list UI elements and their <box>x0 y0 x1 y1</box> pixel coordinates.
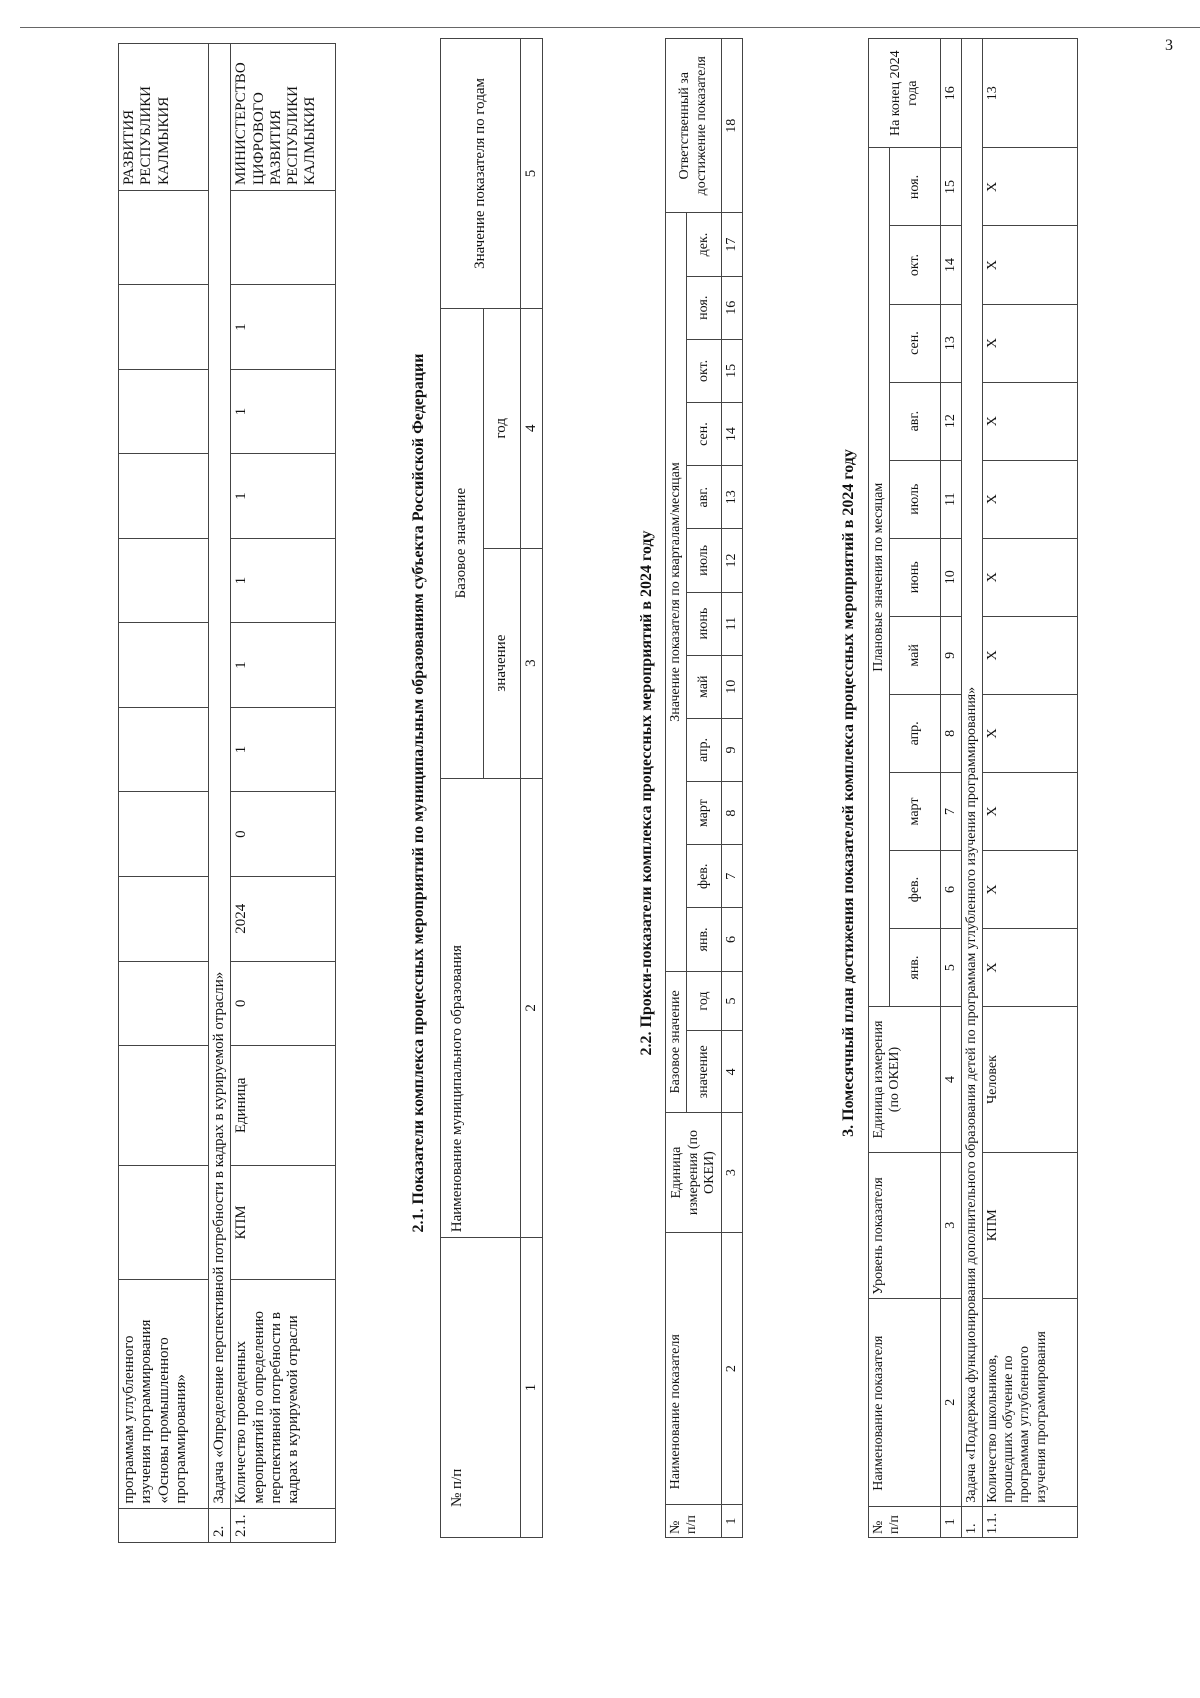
col-header: Единица измерения (по ОКЕИ) <box>869 1007 941 1153</box>
municipal-indicators-table <box>440 38 543 1538</box>
col-number: 9 <box>941 616 962 694</box>
col-number: 1 <box>722 1505 743 1538</box>
cell <box>119 707 209 792</box>
col-number: 12 <box>722 529 743 592</box>
month-header: дек. <box>687 213 722 276</box>
col-number: 18 <box>722 39 743 213</box>
col-number: 15 <box>722 339 743 402</box>
col-number: 11 <box>722 592 743 655</box>
task-title: Задача «Определение перспективной потребности в кадрах в курируемой отрасли» <box>209 44 231 1510</box>
month-header: март <box>687 782 722 845</box>
section-2-1-heading: 2.1. Показатели комплекса процессных мероприятий по муниципальным образованиям субъекта Российской Федерации <box>410 353 427 1233</box>
cell <box>119 623 209 708</box>
month-header: фев. <box>687 845 722 908</box>
col-number: 14 <box>722 403 743 466</box>
col-number: 2 <box>941 1298 962 1506</box>
col-header: Значение показателя по годам <box>441 39 521 309</box>
col-number: 13 <box>941 304 962 382</box>
col-header: значение <box>484 548 521 778</box>
col-number: 4 <box>941 1007 962 1153</box>
month-header: июнь <box>687 592 722 655</box>
col-header: год <box>484 308 521 548</box>
col-header: Наименование показателя <box>666 1232 722 1504</box>
col-number: 5 <box>521 39 543 309</box>
indicator-level: КПМ <box>983 1152 1078 1298</box>
col-header: Значение показателя по кварталам/месяцам <box>666 213 687 971</box>
value-cell: X <box>983 538 1078 616</box>
month-header: окт. <box>687 339 722 402</box>
col-number: 10 <box>722 655 743 718</box>
section-3-heading: 3. Помесячный план достижения показателей комплекса процессных мероприятий в 2024 году <box>840 449 857 1137</box>
indicator-name: Количество школьников, прошедших обучение по программам углубленного изучения программирования <box>983 1298 1078 1506</box>
row-num: 1.1. <box>983 1506 1078 1537</box>
value-cell: 0 <box>231 792 336 877</box>
value-cell: X <box>983 460 1078 538</box>
value-cell: 1 <box>231 707 336 792</box>
col-number: 17 <box>722 213 743 276</box>
value-cell: X <box>983 929 1078 1007</box>
task-num: 1. <box>962 1506 983 1537</box>
col-header: Ответственный за достижение показателя <box>666 39 722 213</box>
page-edge-line <box>20 27 1200 28</box>
cell <box>119 454 209 539</box>
kpm-table-continuation <box>118 43 336 1543</box>
col-number: 8 <box>941 694 962 772</box>
value-cell: X <box>983 148 1078 226</box>
cell <box>119 1509 209 1543</box>
col-number: 7 <box>722 845 743 908</box>
cell <box>119 1165 209 1279</box>
month-header: май <box>890 616 941 694</box>
month-header: март <box>890 772 941 850</box>
cell <box>119 285 209 370</box>
col-number: 15 <box>941 148 962 226</box>
col-header: № п/п <box>666 1505 722 1538</box>
month-header: июль <box>890 460 941 538</box>
col-header: Наименование показателя <box>869 1298 941 1506</box>
month-header: авг. <box>890 382 941 460</box>
cell <box>231 191 336 285</box>
responsible-org: МИНИСТЕРСТВО ЦИФРОВОГО РАЗВИТИЯ РЕСПУБЛИКИ КАЛМЫКИЯ <box>231 44 336 191</box>
base-year: 2024 <box>231 876 336 961</box>
cell <box>119 369 209 454</box>
value-cell: 1 <box>231 285 336 370</box>
col-number: 6 <box>941 851 962 929</box>
value-cell: X <box>983 694 1078 772</box>
task-title: Задача «Поддержка функционирования дополнительного образования детей по программам углубленного изучения программирования» <box>962 39 983 1507</box>
indicator-level: КПМ <box>231 1165 336 1279</box>
col-number: 10 <box>941 538 962 616</box>
year-end-value: 13 <box>983 39 1078 148</box>
value-cell: 1 <box>231 538 336 623</box>
col-header: На конец 2024 года <box>869 39 941 148</box>
row-num: 2.1. <box>231 1509 336 1543</box>
col-number: 3 <box>521 548 543 778</box>
value-cell: X <box>983 616 1078 694</box>
col-number: 4 <box>722 1031 743 1113</box>
value-cell: X <box>983 226 1078 304</box>
col-number: 9 <box>722 718 743 781</box>
month-header: ноя. <box>687 276 722 339</box>
col-header: № п/п <box>869 1506 941 1537</box>
cell <box>119 961 209 1046</box>
indicator-unit: Единица <box>231 1046 336 1166</box>
month-header: июль <box>687 529 722 592</box>
col-header: Наименование муниципального образования <box>441 778 521 1238</box>
col-number: 8 <box>722 782 743 845</box>
value-cell: X <box>983 382 1078 460</box>
col-header: № п/п <box>441 1238 521 1538</box>
col-number: 12 <box>941 382 962 460</box>
col-number: 13 <box>722 466 743 529</box>
col-number: 1 <box>941 1506 962 1537</box>
col-number: 11 <box>941 460 962 538</box>
cell <box>119 792 209 877</box>
month-header: апр. <box>687 718 722 781</box>
value-cell: 1 <box>231 454 336 539</box>
monthly-plan-table <box>868 38 1078 1538</box>
col-number: 6 <box>722 908 743 971</box>
month-header: сен. <box>687 403 722 466</box>
value-cell: X <box>983 772 1078 850</box>
section-2-2-heading: 2.2. Прокси-показатели комплекса процессных мероприятий в 2024 году <box>638 530 655 1056</box>
month-header: сен. <box>890 304 941 382</box>
col-number: 2 <box>521 778 543 1238</box>
month-header: окт. <box>890 226 941 304</box>
col-number: 4 <box>521 308 543 548</box>
col-header: Уровень показателя <box>869 1152 941 1298</box>
col-header: значение <box>687 1031 722 1113</box>
col-number: 5 <box>941 929 962 1007</box>
col-number: 1 <box>521 1238 543 1538</box>
value-cell: X <box>983 304 1078 382</box>
task-num: 2. <box>209 1509 231 1543</box>
month-header: май <box>687 655 722 718</box>
col-number: 7 <box>941 772 962 850</box>
indicator-name: программам углубленного изучения программирования «Основы промышленного программирования» <box>119 1280 209 1509</box>
month-header: авг. <box>687 466 722 529</box>
col-number: 2 <box>722 1232 743 1504</box>
col-number: 3 <box>941 1152 962 1298</box>
col-number: 16 <box>722 276 743 339</box>
col-header: Плановые значения по месяцам <box>869 148 890 1007</box>
base-value: 0 <box>231 961 336 1046</box>
col-header: Базовое значение <box>666 971 687 1113</box>
value-cell: X <box>983 851 1078 929</box>
month-header: ноя. <box>890 148 941 226</box>
col-header: Базовое значение <box>441 308 484 778</box>
month-header: янв. <box>890 929 941 1007</box>
col-number: 3 <box>722 1113 743 1233</box>
col-number: 14 <box>941 226 962 304</box>
cell <box>119 538 209 623</box>
month-header: июнь <box>890 538 941 616</box>
value-cell: 1 <box>231 623 336 708</box>
col-number: 5 <box>722 971 743 1031</box>
month-header: апр. <box>890 694 941 772</box>
proxy-indicators-table <box>665 38 743 1538</box>
col-header: Единица измерения (по ОКЕИ) <box>666 1113 722 1233</box>
col-number: 16 <box>941 39 962 148</box>
indicator-unit: Человек <box>983 1007 1078 1153</box>
page-number: 3 <box>1165 37 1173 54</box>
indicator-name: Количество проведенных мероприятий по определению перспективной потребности в кадрах в курируемой отрасли <box>231 1280 336 1509</box>
responsible-org: РАЗВИТИЯ РЕСПУБЛИКИ КАЛМЫКИЯ <box>119 44 209 191</box>
cell <box>119 191 209 285</box>
month-header: фев. <box>890 851 941 929</box>
cell <box>119 1046 209 1166</box>
col-header: год <box>687 971 722 1031</box>
value-cell: 1 <box>231 369 336 454</box>
cell <box>119 876 209 961</box>
month-header: янв. <box>687 908 722 971</box>
